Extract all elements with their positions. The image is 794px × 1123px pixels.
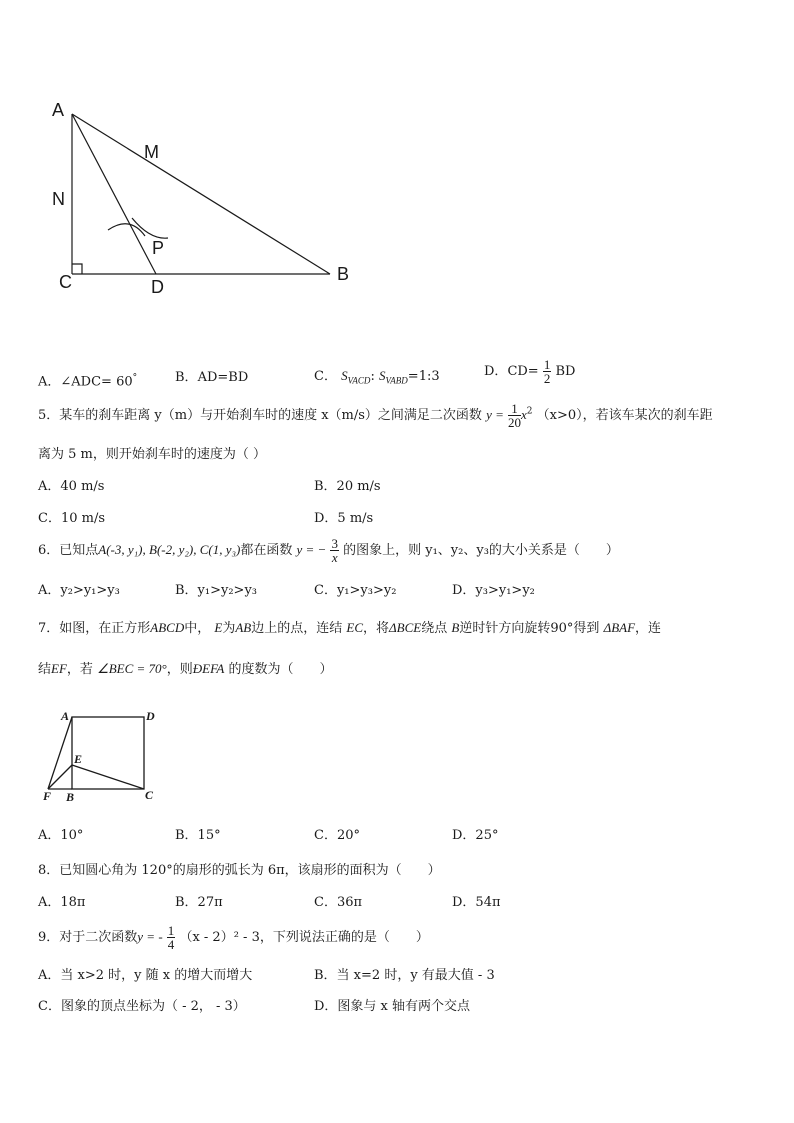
q5-option-a: A．40 m/s — [38, 479, 105, 494]
q9-option-a: A．当 x>2 时，y 随 x 的增大而增大 — [38, 968, 253, 983]
segment-AB — [72, 114, 330, 274]
q4-option-d: D．CD= $\frac{1}{2}$ BD — [484, 357, 576, 386]
q8-option-b: B．27π — [175, 895, 223, 910]
label-D: D — [151, 277, 164, 297]
q9-stem: 9．对于二次函数y = - $\frac{1}{4}$ （x - 2）² - 3，下列说法正确的是（ ） — [38, 923, 429, 952]
q6-option-c: C．y₁>y₃>y₂ — [314, 583, 397, 598]
q5-stem-line2: 离为 5 m，则开始刹车时的速度为（ ） — [38, 447, 266, 462]
label-N: N — [52, 189, 65, 209]
q8-stem: 8．已知圆心角为 120°的扇形的弧长为 6π，该扇形的面积为（ ） — [38, 863, 441, 878]
q4-option-b: B．AD=BD — [175, 370, 249, 385]
q7-option-a: A．10° — [38, 828, 84, 843]
q7-stem-line2: 结EF，若 ∠BEC = 70°，则ÐEFA 的度数为（ ） — [38, 661, 333, 677]
q4-option-a: A．∠ADC= 60° — [38, 373, 138, 390]
q4-option-c: C． $S_{VACD}$: $S_{VABD}=1:3$ — [314, 368, 440, 386]
q6-stem: 6．已知点A(-3, y₁), B(-2, y₂), C(1, y₃)都在函数 y = − $\frac{3}{x}$ 的图象上，则 y₁、y₂、y₃的大小关系是（ ） — [38, 536, 619, 565]
label-A: A — [52, 100, 65, 120]
q5-option-c: C．10 m/s — [38, 511, 105, 526]
right-angle-mark — [72, 264, 82, 274]
segment-AD — [72, 114, 156, 274]
triangle-figure — [40, 90, 370, 300]
label-P: P — [152, 238, 165, 258]
label-B: B — [337, 264, 350, 284]
segment-EC — [72, 765, 144, 789]
q8-option-d: D．54π — [452, 895, 501, 910]
label-C: C — [59, 272, 72, 292]
q9-option-c: C．图象的顶点坐标为（ - 2， - 3） — [38, 999, 246, 1014]
q7-stem-line1: 7．如图，在正方形ABCD中， E为AB边上的点，连结 EC，将ΔBCE绕点 B逆时针方向旋转90°得到 ΔBAF，连 — [38, 620, 662, 636]
label-fig2-E: E — [74, 752, 83, 766]
q5-option-b: B．20 m/s — [314, 479, 381, 494]
q6-option-a: A．y₂>y₁>y₃ — [38, 583, 120, 598]
q7-option-d: D．25° — [452, 828, 499, 843]
q6-option-b: B．y₁>y₂>y₃ — [175, 583, 258, 598]
q7-option-b: B．15° — [175, 828, 221, 843]
label-M: M — [144, 142, 159, 162]
square-ABCD — [72, 717, 144, 789]
label-fig2-F: F — [43, 789, 52, 803]
q8-option-c: C．36π — [314, 895, 363, 910]
label-fig2-C: C — [145, 788, 154, 802]
q6-option-d: D．y₃>y₁>y₂ — [452, 583, 535, 598]
label-fig2-B: B — [66, 790, 75, 804]
q5-stem-line1: 5．某车的刹车距离 y（m）与开始刹车时的速度 x（m/s）之间满足二次函数 y = $\frac{1}{20}$ $x^2$ （x>0），若该车某次的刹车距 — [38, 401, 713, 430]
q8-option-a: A．18π — [38, 895, 86, 910]
label-fig2-A: A — [61, 709, 70, 723]
segment-FA — [48, 717, 72, 789]
q9-option-d: D．图象与 x 轴有两个交点 — [314, 999, 471, 1014]
label-fig2-D: D — [146, 709, 155, 723]
q9-option-b: B．当 x=2 时，y 有最大值 - 3 — [314, 968, 495, 983]
q7-option-c: C．20° — [314, 828, 360, 843]
q5-option-d: D．5 m/s — [314, 511, 374, 526]
